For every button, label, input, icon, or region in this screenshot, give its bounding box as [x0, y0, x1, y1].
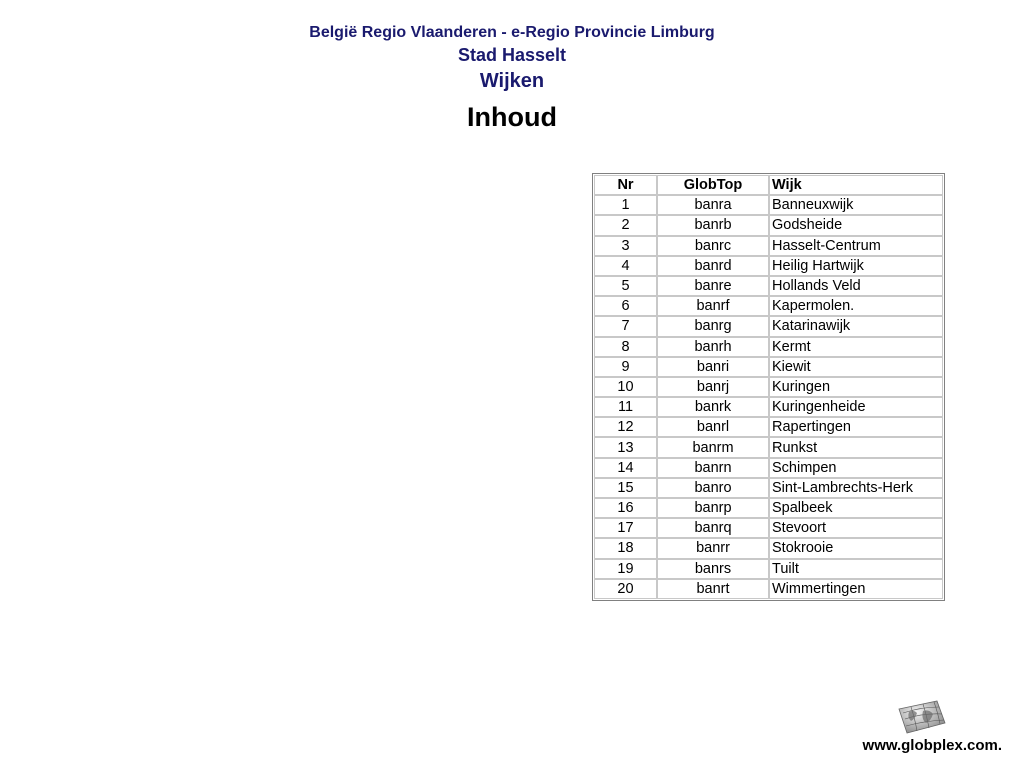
cell-nr: 8 — [594, 337, 657, 357]
table-row — [594, 498, 943, 518]
cell-nr: 18 — [594, 538, 657, 558]
column-header-globtop: GlobTop — [657, 175, 769, 195]
footer-url: www.globplex.com. — [862, 737, 1002, 754]
cell-globtop: banrt — [657, 579, 769, 599]
globe-logo-icon — [893, 697, 951, 737]
table-row — [594, 559, 943, 579]
cell-nr: 9 — [594, 357, 657, 377]
table-row — [594, 458, 943, 478]
cell-wijk: Heilig Hartwijk — [769, 256, 943, 276]
table-row — [594, 337, 943, 357]
page-title: Inhoud — [467, 102, 557, 132]
cell-wijk: Sint-Lambrechts-Herk — [769, 478, 943, 498]
cell-wijk: Tuilt — [769, 559, 943, 579]
cell-nr: 13 — [594, 437, 657, 457]
table-row — [594, 357, 943, 377]
section-heading: Wijken — [479, 70, 545, 92]
cell-nr: 1 — [594, 195, 657, 215]
city-heading: Stad Hasselt — [457, 45, 567, 65]
table-row — [594, 538, 943, 558]
cell-globtop: banrl — [657, 417, 769, 437]
cell-globtop: banrn — [657, 458, 769, 478]
table-body — [594, 195, 943, 599]
cell-globtop: banrm — [657, 437, 769, 457]
cell-wijk: Kuringenheide — [769, 397, 943, 417]
cell-wijk: Banneuxwijk — [769, 195, 943, 215]
wijken-table — [594, 175, 943, 599]
cell-nr: 6 — [594, 296, 657, 316]
cell-globtop: banrs — [657, 559, 769, 579]
cell-globtop: banrq — [657, 518, 769, 538]
cell-wijk: Schimpen — [769, 458, 943, 478]
cell-wijk: Godsheide — [769, 215, 943, 235]
cell-globtop: banrg — [657, 316, 769, 336]
cell-globtop: banre — [657, 276, 769, 296]
cell-wijk: Kiewit — [769, 357, 943, 377]
cell-wijk: Runkst — [769, 437, 943, 457]
table-row — [594, 437, 943, 457]
cell-globtop: banrc — [657, 236, 769, 256]
cell-wijk: Kermt — [769, 337, 943, 357]
cell-globtop: banrb — [657, 215, 769, 235]
cell-wijk: Kuringen — [769, 377, 943, 397]
cell-globtop: banri — [657, 357, 769, 377]
cell-wijk: Wimmertingen — [769, 579, 943, 599]
cell-wijk: Spalbeek — [769, 498, 943, 518]
cell-nr: 19 — [594, 559, 657, 579]
cell-nr: 14 — [594, 458, 657, 478]
cell-nr: 15 — [594, 478, 657, 498]
cell-globtop: banrr — [657, 538, 769, 558]
cell-nr: 17 — [594, 518, 657, 538]
cell-globtop: banrp — [657, 498, 769, 518]
cell-nr: 11 — [594, 397, 657, 417]
cell-nr: 3 — [594, 236, 657, 256]
table-row — [594, 579, 943, 599]
table-row — [594, 276, 943, 296]
table-row — [594, 478, 943, 498]
cell-wijk: Stokrooie — [769, 538, 943, 558]
cell-globtop: banrh — [657, 337, 769, 357]
cell-nr: 2 — [594, 215, 657, 235]
table-row — [594, 195, 943, 215]
table-row — [594, 236, 943, 256]
cell-wijk: Kapermolen. — [769, 296, 943, 316]
table-row — [594, 417, 943, 437]
cell-nr: 16 — [594, 498, 657, 518]
cell-nr: 7 — [594, 316, 657, 336]
table-row — [594, 397, 943, 417]
cell-globtop: banrf — [657, 296, 769, 316]
table-row — [594, 215, 943, 235]
wijken-table-container — [592, 173, 945, 601]
column-header-nr: Nr — [594, 175, 657, 195]
column-header-wijk: Wijk — [769, 175, 943, 195]
cell-nr: 5 — [594, 276, 657, 296]
cell-globtop: banrd — [657, 256, 769, 276]
cell-wijk: Stevoort — [769, 518, 943, 538]
cell-nr: 10 — [594, 377, 657, 397]
table-row — [594, 518, 943, 538]
table-row — [594, 256, 943, 276]
table-row — [594, 316, 943, 336]
table-row — [594, 377, 943, 397]
region-heading: België Regio Vlaanderen - e-Regio Provincie Limburg — [309, 24, 715, 41]
cell-globtop: banra — [657, 195, 769, 215]
cell-wijk: Katarinawijk — [769, 316, 943, 336]
cell-nr: 20 — [594, 579, 657, 599]
cell-globtop: banrj — [657, 377, 769, 397]
cell-wijk: Hasselt-Centrum — [769, 236, 943, 256]
cell-nr: 4 — [594, 256, 657, 276]
cell-wijk: Rapertingen — [769, 417, 943, 437]
cell-globtop: banrk — [657, 397, 769, 417]
table-row — [594, 296, 943, 316]
cell-nr: 12 — [594, 417, 657, 437]
cell-wijk: Hollands Veld — [769, 276, 943, 296]
table-header-row — [594, 175, 943, 195]
cell-globtop: banro — [657, 478, 769, 498]
